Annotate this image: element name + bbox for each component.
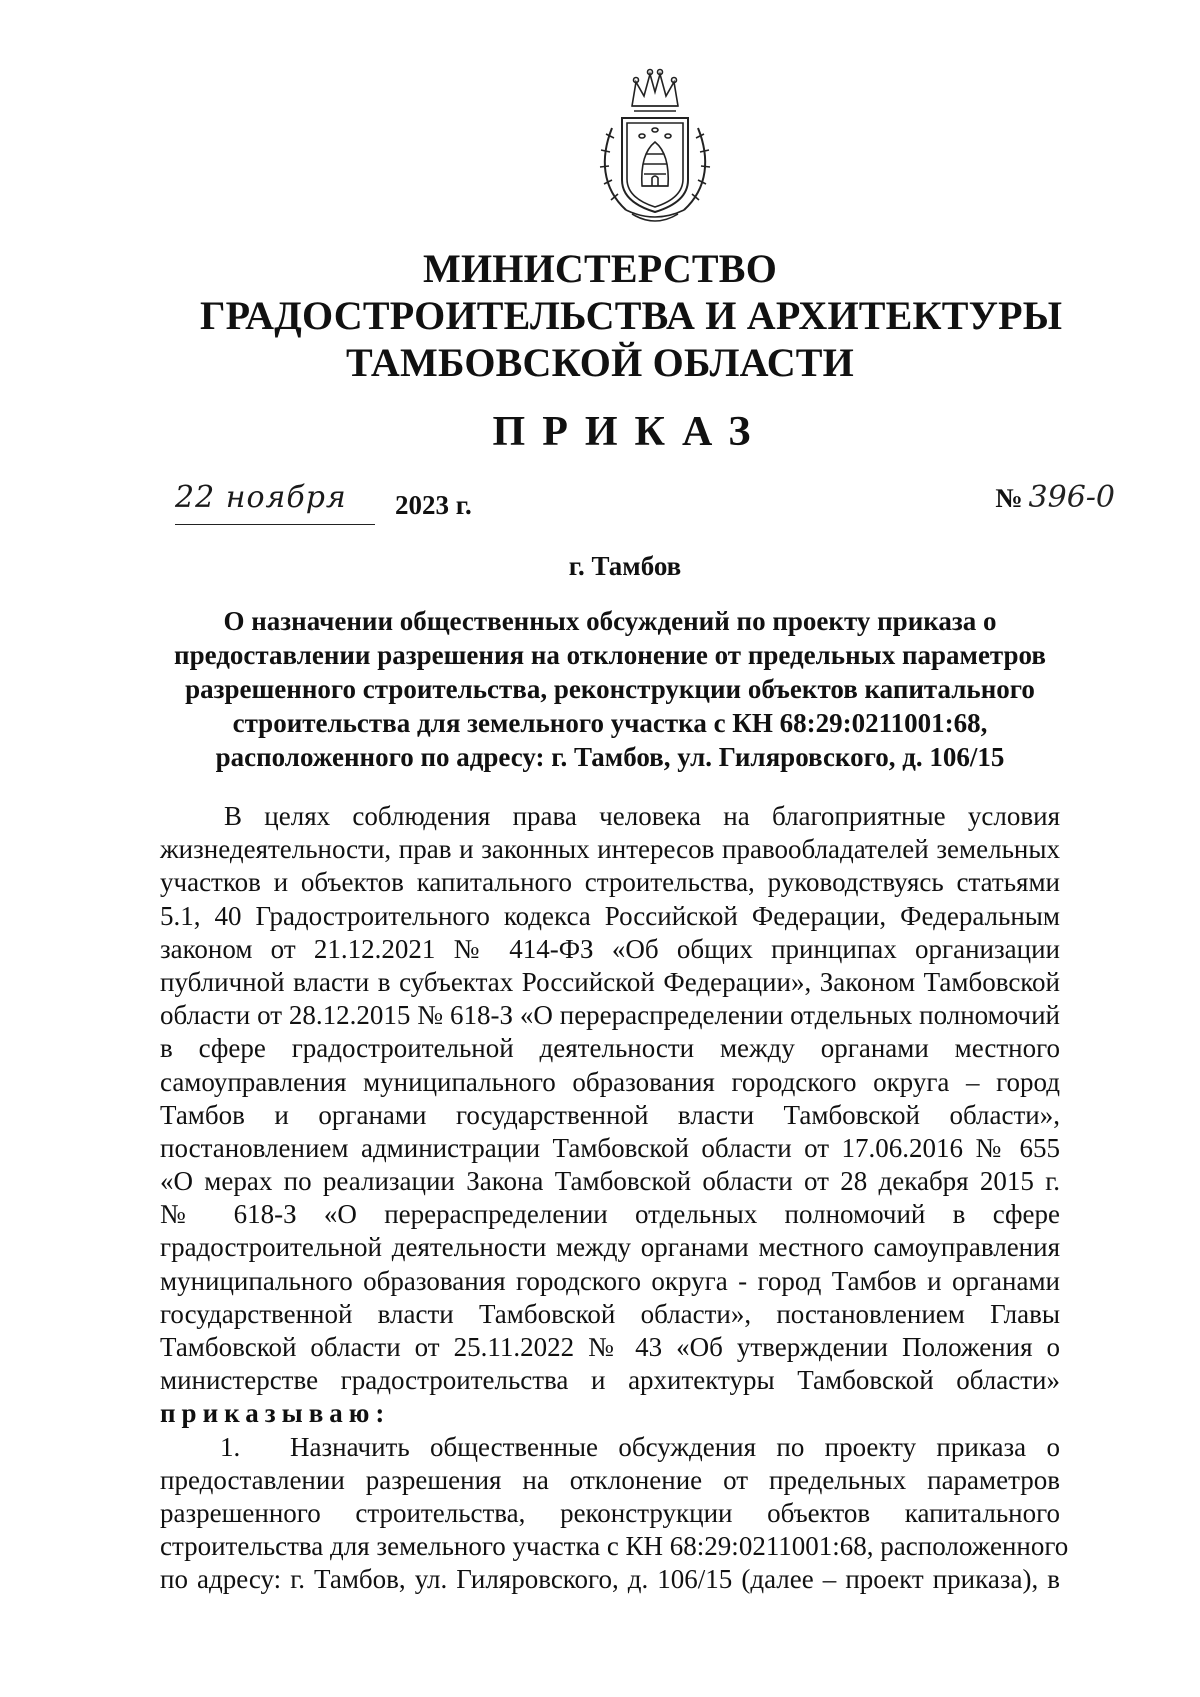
preamble-line: государственной власти Тамбовской области», постановлением Главы bbox=[160, 1298, 1060, 1329]
item-1-line: разрешенного строительства, реконструкции объектов капитального bbox=[160, 1497, 1060, 1528]
order-word: приказываю: bbox=[160, 1398, 391, 1429]
item-1-number: 1. bbox=[220, 1431, 241, 1462]
preamble-line: Тамбов и органами государственной власти Тамбовской области», bbox=[160, 1099, 1060, 1130]
preamble-line: в сфере градостроительной деятельности между органами местного bbox=[160, 1033, 1060, 1064]
subject-heading bbox=[170, 604, 1050, 774]
tambov-region-coat-of-arms-icon bbox=[592, 68, 718, 226]
date-number-row bbox=[175, 478, 1135, 528]
ministry-name bbox=[200, 245, 1063, 386]
item-1-first-line bbox=[160, 1431, 1060, 1464]
preamble-line: муниципального образования городского округа - город Тамбов и органами bbox=[160, 1265, 1060, 1296]
subject-line: О назначении общественных обсуждений по проекту приказа о bbox=[223, 606, 997, 636]
ministry-line-2: ГРАДОСТРОИТЕЛЬСТВА И АРХИТЕКТУРЫ bbox=[200, 293, 1063, 338]
preamble-line: Тамбовской области от 25.11.2022 № 43 «Об утверждении Положения о bbox=[160, 1332, 1060, 1362]
subject-line: расположенного по адресу: г. Тамбов, ул. Гиляровского, д. 106/15 bbox=[215, 742, 1005, 772]
preamble-line: законом от 21.12.2021 № 414-ФЗ «Об общих принципах организации bbox=[160, 933, 1060, 964]
preamble-line: «О мерах по реализации Закона Тамбовской области от 28 декабря 2015 г. bbox=[160, 1166, 1060, 1197]
item-1-line: Назначить общественные обсуждения по проекту приказа о bbox=[290, 1431, 1060, 1462]
item-1-line: предоставлении разрешения на отклонение от предельных параметров bbox=[160, 1464, 1060, 1495]
handwritten-number: 396-0 bbox=[1028, 480, 1115, 515]
preamble-line: В целях соблюдения права человека на благоприятные условия bbox=[224, 801, 1060, 831]
number-prefix: № bbox=[995, 483, 1023, 513]
preamble-line: № 618-З «О перераспределении отдельных полномочий в сфере bbox=[160, 1199, 1060, 1230]
handwritten-date-text: 22 ноября bbox=[175, 480, 347, 515]
preamble-line: участков и объектов капитального строительства, руководствуясь статьями bbox=[160, 867, 1060, 898]
preamble-line: 5.1, 40 Градостроительного кодекса Российской Федерации, Федеральным bbox=[160, 900, 1060, 931]
city-line: г. Тамбов bbox=[568, 551, 682, 581]
document-type-title: ПРИКАЗ bbox=[492, 409, 768, 455]
preamble-line: жизнедеятельности, прав и законных интересов правообладателей земельных bbox=[160, 834, 1060, 865]
ministry-line-3: ТАМБОВСКОЙ ОБЛАСТИ bbox=[346, 340, 854, 385]
preamble-line: публичной власти в субъектах Российской Федерации», Законом Тамбовской bbox=[160, 966, 1060, 997]
preamble-line: постановлением администрации Тамбовской области от 17.06.2016 № 655 bbox=[160, 1132, 1060, 1163]
preamble-line: области от 28.12.2015 № 618-З «О перераспределении отдельных полномочий bbox=[160, 1000, 1060, 1031]
preamble-line: министерстве градостроительства и архитектуры Тамбовской области» bbox=[160, 1365, 1060, 1396]
date-year: 2023 г. bbox=[395, 490, 472, 520]
preamble-line: градостроительной деятельности между органами местного самоуправления bbox=[160, 1232, 1060, 1263]
item-1-line: строительства для земельного участка с КН 68:29:0211001:68, расположенного bbox=[160, 1531, 1069, 1562]
body-text bbox=[160, 800, 1069, 1597]
subject-line: предоставлении разрешения на отклонение от предельных параметров bbox=[174, 640, 1046, 670]
item-1-line: по адресу: г. Тамбов, ул. Гиляровского, д. 106/15 (далее – проект приказа), в bbox=[160, 1564, 1060, 1595]
ministry-line-1: МИНИСТЕРСТВО bbox=[422, 246, 778, 291]
preamble-line: самоуправления муниципального образования городского округа – город bbox=[160, 1066, 1060, 1097]
handwritten-date bbox=[175, 480, 375, 525]
subject-line: разрешенного строительства, реконструкции объектов капитального bbox=[185, 674, 1035, 704]
document-number bbox=[995, 480, 1115, 515]
subject-line: строительства для земельного участка с КН 68:29:0211001:68, bbox=[232, 708, 988, 738]
